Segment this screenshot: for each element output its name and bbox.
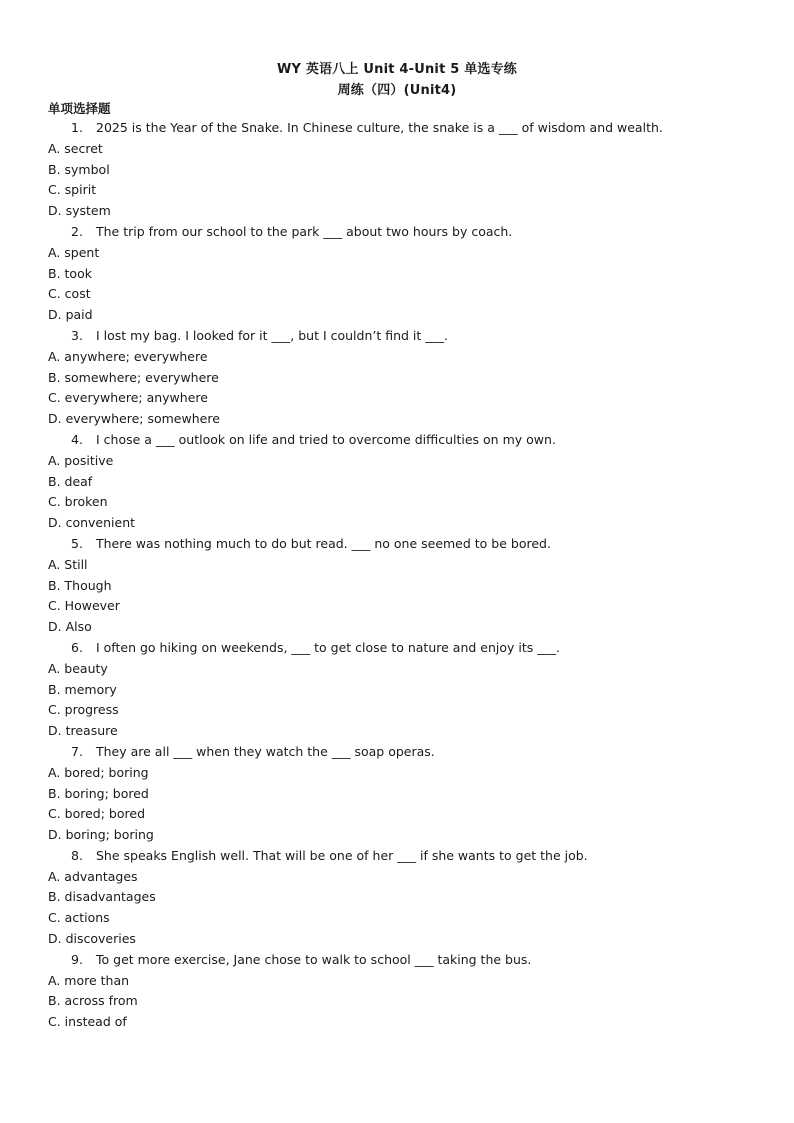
answer-option: D. paid <box>48 307 93 323</box>
answer-option: A. beauty <box>48 660 108 676</box>
answer-option: C. actions <box>48 910 110 926</box>
question-number: 4. <box>71 431 83 447</box>
question-number: 7. <box>71 743 83 759</box>
answer-option: A. positive <box>48 452 114 468</box>
answer-option: B. deaf <box>48 473 93 489</box>
answer-option: D. discoveries <box>48 931 136 947</box>
answer-option: A. Still <box>48 556 88 572</box>
answer-option: B. symbol <box>48 161 110 177</box>
question-number: 6. <box>71 639 83 655</box>
document-title: WY 英语八上 Unit 4-Unit 5 单选专练 <box>276 62 518 77</box>
question-text: She speaks English well. That will be one of her ___ if she wants to get the job. <box>96 847 588 863</box>
question-stem <box>0 638 794 659</box>
answer-option: C. spirit <box>48 182 97 198</box>
document-subtitle: 周练（四）(Unit4) <box>337 83 457 98</box>
question-stem <box>0 950 794 971</box>
question-item <box>0 638 794 742</box>
answer-option: A. anywhere; everywhere <box>48 348 208 364</box>
question-stem <box>0 430 794 451</box>
question-item <box>0 846 794 950</box>
answer-option: B. somewhere; everywhere <box>48 369 219 385</box>
answer-option: C. cost <box>48 286 91 302</box>
answer-option: D. treasure <box>48 723 118 739</box>
question-text: I lost my bag. I looked for it ___, but I couldn’t find it ___. <box>96 327 449 343</box>
question-text: There was nothing much to do but read. ___ no one seemed to be bored. <box>96 535 551 551</box>
answer-option: A. secret <box>48 140 103 156</box>
answer-option: D. convenient <box>48 515 136 531</box>
answer-option: A. spent <box>48 244 100 260</box>
answer-option: B. Though <box>48 577 112 593</box>
question-item <box>0 534 794 638</box>
answer-option: B. disadvantages <box>48 889 156 905</box>
question-number: 1. <box>71 120 83 135</box>
question-number: 5. <box>71 535 83 551</box>
answer-option: C. instead of <box>48 1014 127 1030</box>
answer-option: C. progress <box>48 702 119 718</box>
answer-option: D. Also <box>48 619 92 635</box>
question-text: To get more exercise, Jane chose to walk to school ___ taking the bus. <box>96 951 532 967</box>
question-item <box>0 222 794 326</box>
answer-option: D. system <box>48 203 111 219</box>
question-item <box>0 118 794 222</box>
answer-option: B. boring; bored <box>48 785 149 801</box>
answer-option: B. memory <box>48 681 117 697</box>
question-text: 2025 is the Year of the Snake. In Chinese culture, the snake is a ___ of wisdom and wealth. <box>96 120 663 135</box>
question-stem <box>0 534 794 555</box>
answer-option: D. boring; boring <box>48 827 154 843</box>
answer-option: D. everywhere; somewhere <box>48 411 220 427</box>
question-text: They are all ___ when they watch the ___ soap operas. <box>96 743 435 759</box>
question-item <box>0 326 794 430</box>
section-heading: 单项选择题 <box>48 101 111 116</box>
question-stem <box>0 118 794 139</box>
answer-option: C. bored; bored <box>48 806 146 822</box>
question-stem <box>0 326 794 347</box>
question-list <box>0 118 794 1033</box>
question-item <box>0 430 794 534</box>
question-number: 2. <box>71 223 83 239</box>
question-stem <box>0 222 794 243</box>
question-text: I chose a ___ outlook on life and tried to overcome difficulties on my own. <box>96 431 556 447</box>
answer-option: B. took <box>48 265 92 281</box>
answer-option: C. broken <box>48 494 108 510</box>
answer-option: C. everywhere; anywhere <box>48 390 208 406</box>
answer-option: A. advantages <box>48 868 138 884</box>
question-number: 9. <box>71 951 83 967</box>
answer-option: A. bored; boring <box>48 764 149 780</box>
answer-option: A. more than <box>48 972 130 988</box>
answer-option: C. However <box>48 598 120 614</box>
answer-option: B. across from <box>48 993 138 1009</box>
question-item <box>0 742 794 846</box>
question-item <box>0 950 794 1033</box>
question-text: The trip from our school to the park ___ about two hours by coach. <box>96 223 513 239</box>
question-number: 3. <box>71 327 83 343</box>
question-number: 8. <box>71 847 83 863</box>
question-text: I often go hiking on weekends, ___ to get close to nature and enjoy its ___. <box>96 639 560 655</box>
question-stem <box>0 846 794 867</box>
question-stem <box>0 742 794 763</box>
